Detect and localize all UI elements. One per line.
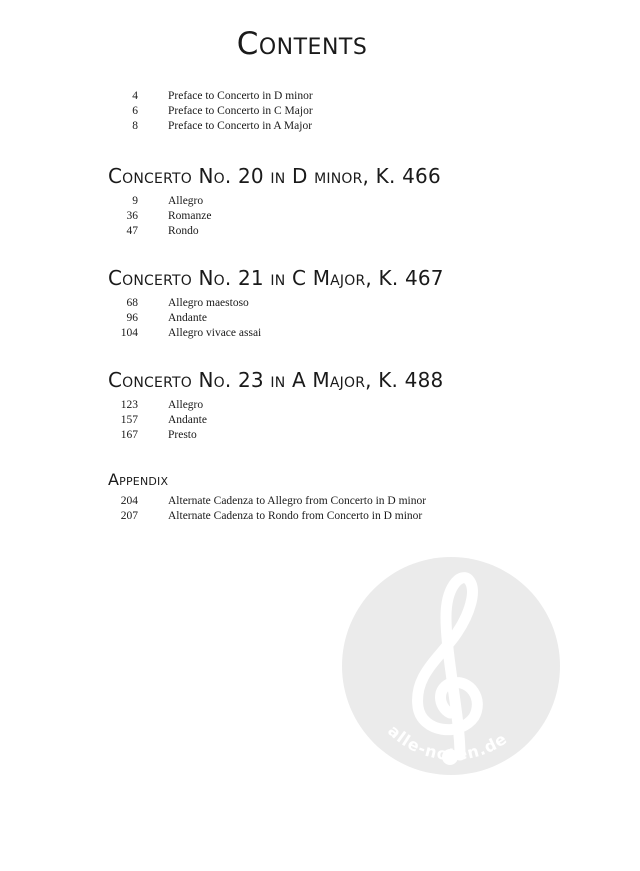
toc-entry[interactable]	[108, 104, 578, 119]
page-number: 157	[120, 414, 138, 426]
page-number: 204	[120, 495, 138, 507]
page-number: 36	[126, 210, 138, 222]
entry-title: Alternate Cadenza to Rondo from Concerto in D minor	[168, 510, 423, 522]
entry-title: Preface to Concerto in C Major	[168, 105, 313, 117]
page-number: 4	[132, 90, 138, 102]
page-number: 68	[126, 297, 138, 309]
toc-entry[interactable]	[108, 89, 578, 104]
page-number: 8	[132, 120, 138, 132]
entry-title: Allegro	[168, 195, 204, 207]
toc-entry[interactable]	[108, 224, 578, 239]
concerto-20-section	[108, 164, 578, 239]
page-number: 167	[120, 429, 138, 441]
toc-entry[interactable]	[108, 119, 578, 134]
section-heading: Concerto No. 23 in A Major, K. 488	[108, 368, 444, 392]
entry-title: Andante	[168, 312, 207, 324]
page-number: 9	[132, 195, 138, 207]
page-number: 123	[120, 399, 138, 411]
entry-title: Allegro maestoso	[168, 297, 249, 309]
toc-entry[interactable]	[108, 413, 578, 428]
page-number: 47	[126, 225, 138, 237]
entry-title: Alternate Cadenza to Allegro from Concerto in D minor	[168, 495, 427, 507]
entry-title: Andante	[168, 414, 207, 426]
entry-title: Preface to Concerto in A Major	[168, 120, 313, 132]
watermark-text: alle-noten.de	[384, 720, 511, 764]
page-number: 6	[132, 105, 138, 117]
entry-title: Allegro	[168, 399, 204, 411]
page-number: 207	[120, 510, 138, 522]
section-heading: Appendix	[108, 470, 169, 489]
toc-entry[interactable]	[108, 209, 578, 224]
watermark-logo	[342, 557, 560, 775]
concerto-23-section	[108, 368, 578, 443]
page-title: Contents	[236, 26, 368, 62]
toc-entry[interactable]	[108, 311, 578, 326]
toc-entry[interactable]	[108, 509, 578, 524]
concerto-21-section	[108, 266, 578, 341]
toc-entry[interactable]	[108, 398, 578, 413]
toc-entry[interactable]	[108, 428, 578, 443]
entry-title: Allegro vivace assai	[168, 327, 262, 339]
appendix-section	[108, 470, 578, 524]
entry-title: Presto	[168, 429, 197, 441]
section-heading: Concerto No. 21 in C Major, K. 467	[108, 266, 444, 290]
section-heading: Concerto No. 20 in D minor, K. 466	[108, 164, 441, 188]
entry-title: Romanze	[168, 210, 212, 222]
preface-section	[108, 89, 578, 134]
toc-entry[interactable]	[108, 194, 578, 209]
toc-entry[interactable]	[108, 326, 578, 341]
page-number: 96	[126, 312, 138, 324]
entry-title: Preface to Concerto in D minor	[168, 90, 313, 102]
toc-entry[interactable]	[108, 296, 578, 311]
toc-entry[interactable]	[108, 494, 578, 509]
entry-title: Rondo	[168, 225, 199, 237]
page-number: 104	[120, 327, 138, 339]
